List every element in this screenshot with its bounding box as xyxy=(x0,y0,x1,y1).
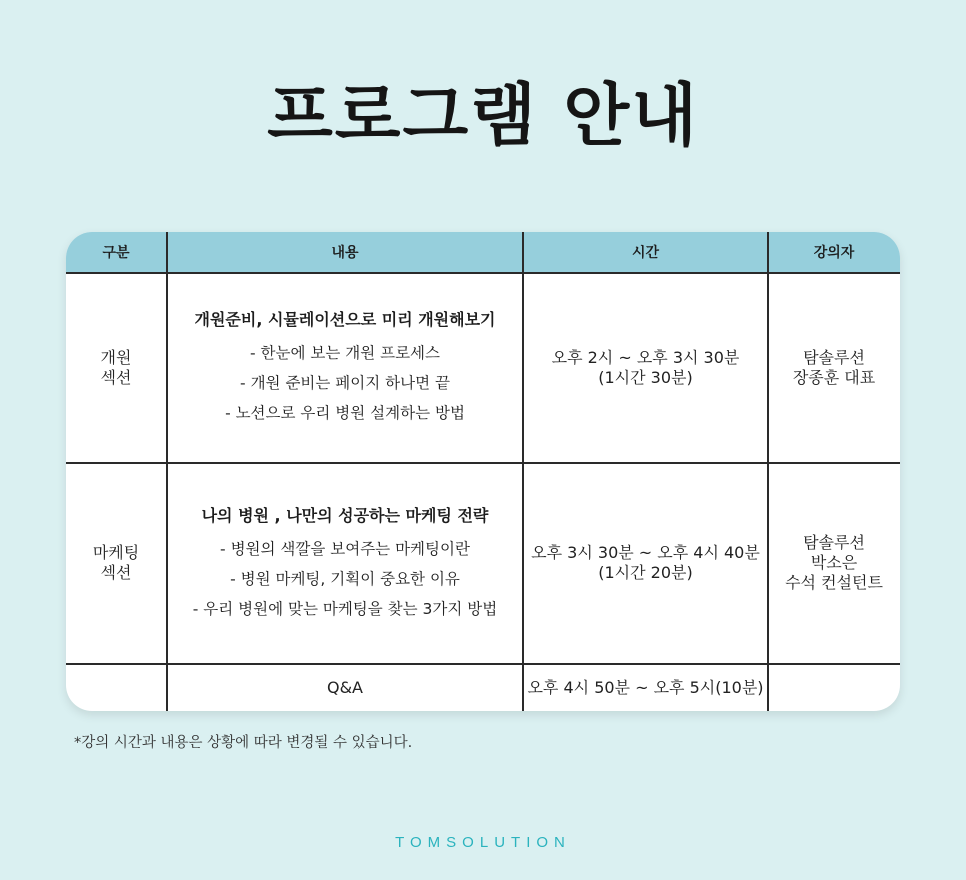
session-bullet: - 개원 준비는 페이지 하나면 끝 xyxy=(240,374,450,392)
category-label: 마케팅 xyxy=(92,543,140,562)
time-range: 오후 2시 ~ 오후 3시 30분 xyxy=(551,347,740,367)
session-bullet: - 한눈에 보는 개원 프로세스 xyxy=(249,344,440,362)
time-duration: (1시간 20분) xyxy=(598,563,693,582)
qa-content: Q&A xyxy=(326,677,363,697)
speaker-line: 탐솔루션 xyxy=(803,347,865,367)
speaker-line: 박소은 xyxy=(810,553,858,572)
category-label: 섹션 xyxy=(100,563,132,582)
table-row-time xyxy=(523,273,768,462)
speaker-line: 수석 컨설턴트 xyxy=(785,573,883,592)
header-time: 시간 xyxy=(631,245,660,261)
session-title: 나의 병원 , 나만의 성공하는 마케팅 전략 xyxy=(201,505,489,525)
header-content: 내용 xyxy=(331,245,359,261)
brand-footer: TOMSOLUTION xyxy=(395,834,571,851)
program-table xyxy=(66,232,900,711)
qa-time: 오후 4시 50분 ~ 오후 5시(10분) xyxy=(527,677,764,697)
header-speaker: 강의자 xyxy=(813,245,855,261)
table-row-speaker xyxy=(768,463,900,663)
table-row-speaker xyxy=(768,273,900,462)
session-bullet: - 우리 병원에 맞는 마케팅을 찾는 3가지 방법 xyxy=(192,599,498,618)
time-range: 오후 3시 30분 ~ 오후 4시 40분 xyxy=(531,543,760,562)
header-category: 구분 xyxy=(102,245,130,261)
category-label: 섹션 xyxy=(100,367,132,387)
session-bullet: - 병원 마케팅, 기획이 중요한 이유 xyxy=(230,569,460,588)
table-row-content xyxy=(167,463,523,663)
category-label: 개원 xyxy=(100,347,132,367)
session-bullet: - 노션으로 우리 병원 설계하는 방법 xyxy=(225,404,465,422)
table-row-content xyxy=(167,273,523,462)
page-title: 프로그램 안내 xyxy=(267,77,699,156)
disclaimer-note: *강의 시간과 내용은 상황에 따라 변경될 수 있습니다. xyxy=(74,735,413,751)
speaker-line: 탐솔루션 xyxy=(803,533,865,552)
table-row-time xyxy=(523,463,768,663)
session-bullet: - 병원의 색깔을 보여주는 마케팅이란 xyxy=(220,539,470,558)
session-title: 개원준비, 시뮬레이션으로 미리 개원해보기 xyxy=(194,310,496,329)
table-row-category xyxy=(66,463,166,663)
speaker-line: 장종훈 대표 xyxy=(792,367,876,387)
table-row-category xyxy=(66,273,166,462)
time-duration: (1시간 30분) xyxy=(598,367,693,387)
